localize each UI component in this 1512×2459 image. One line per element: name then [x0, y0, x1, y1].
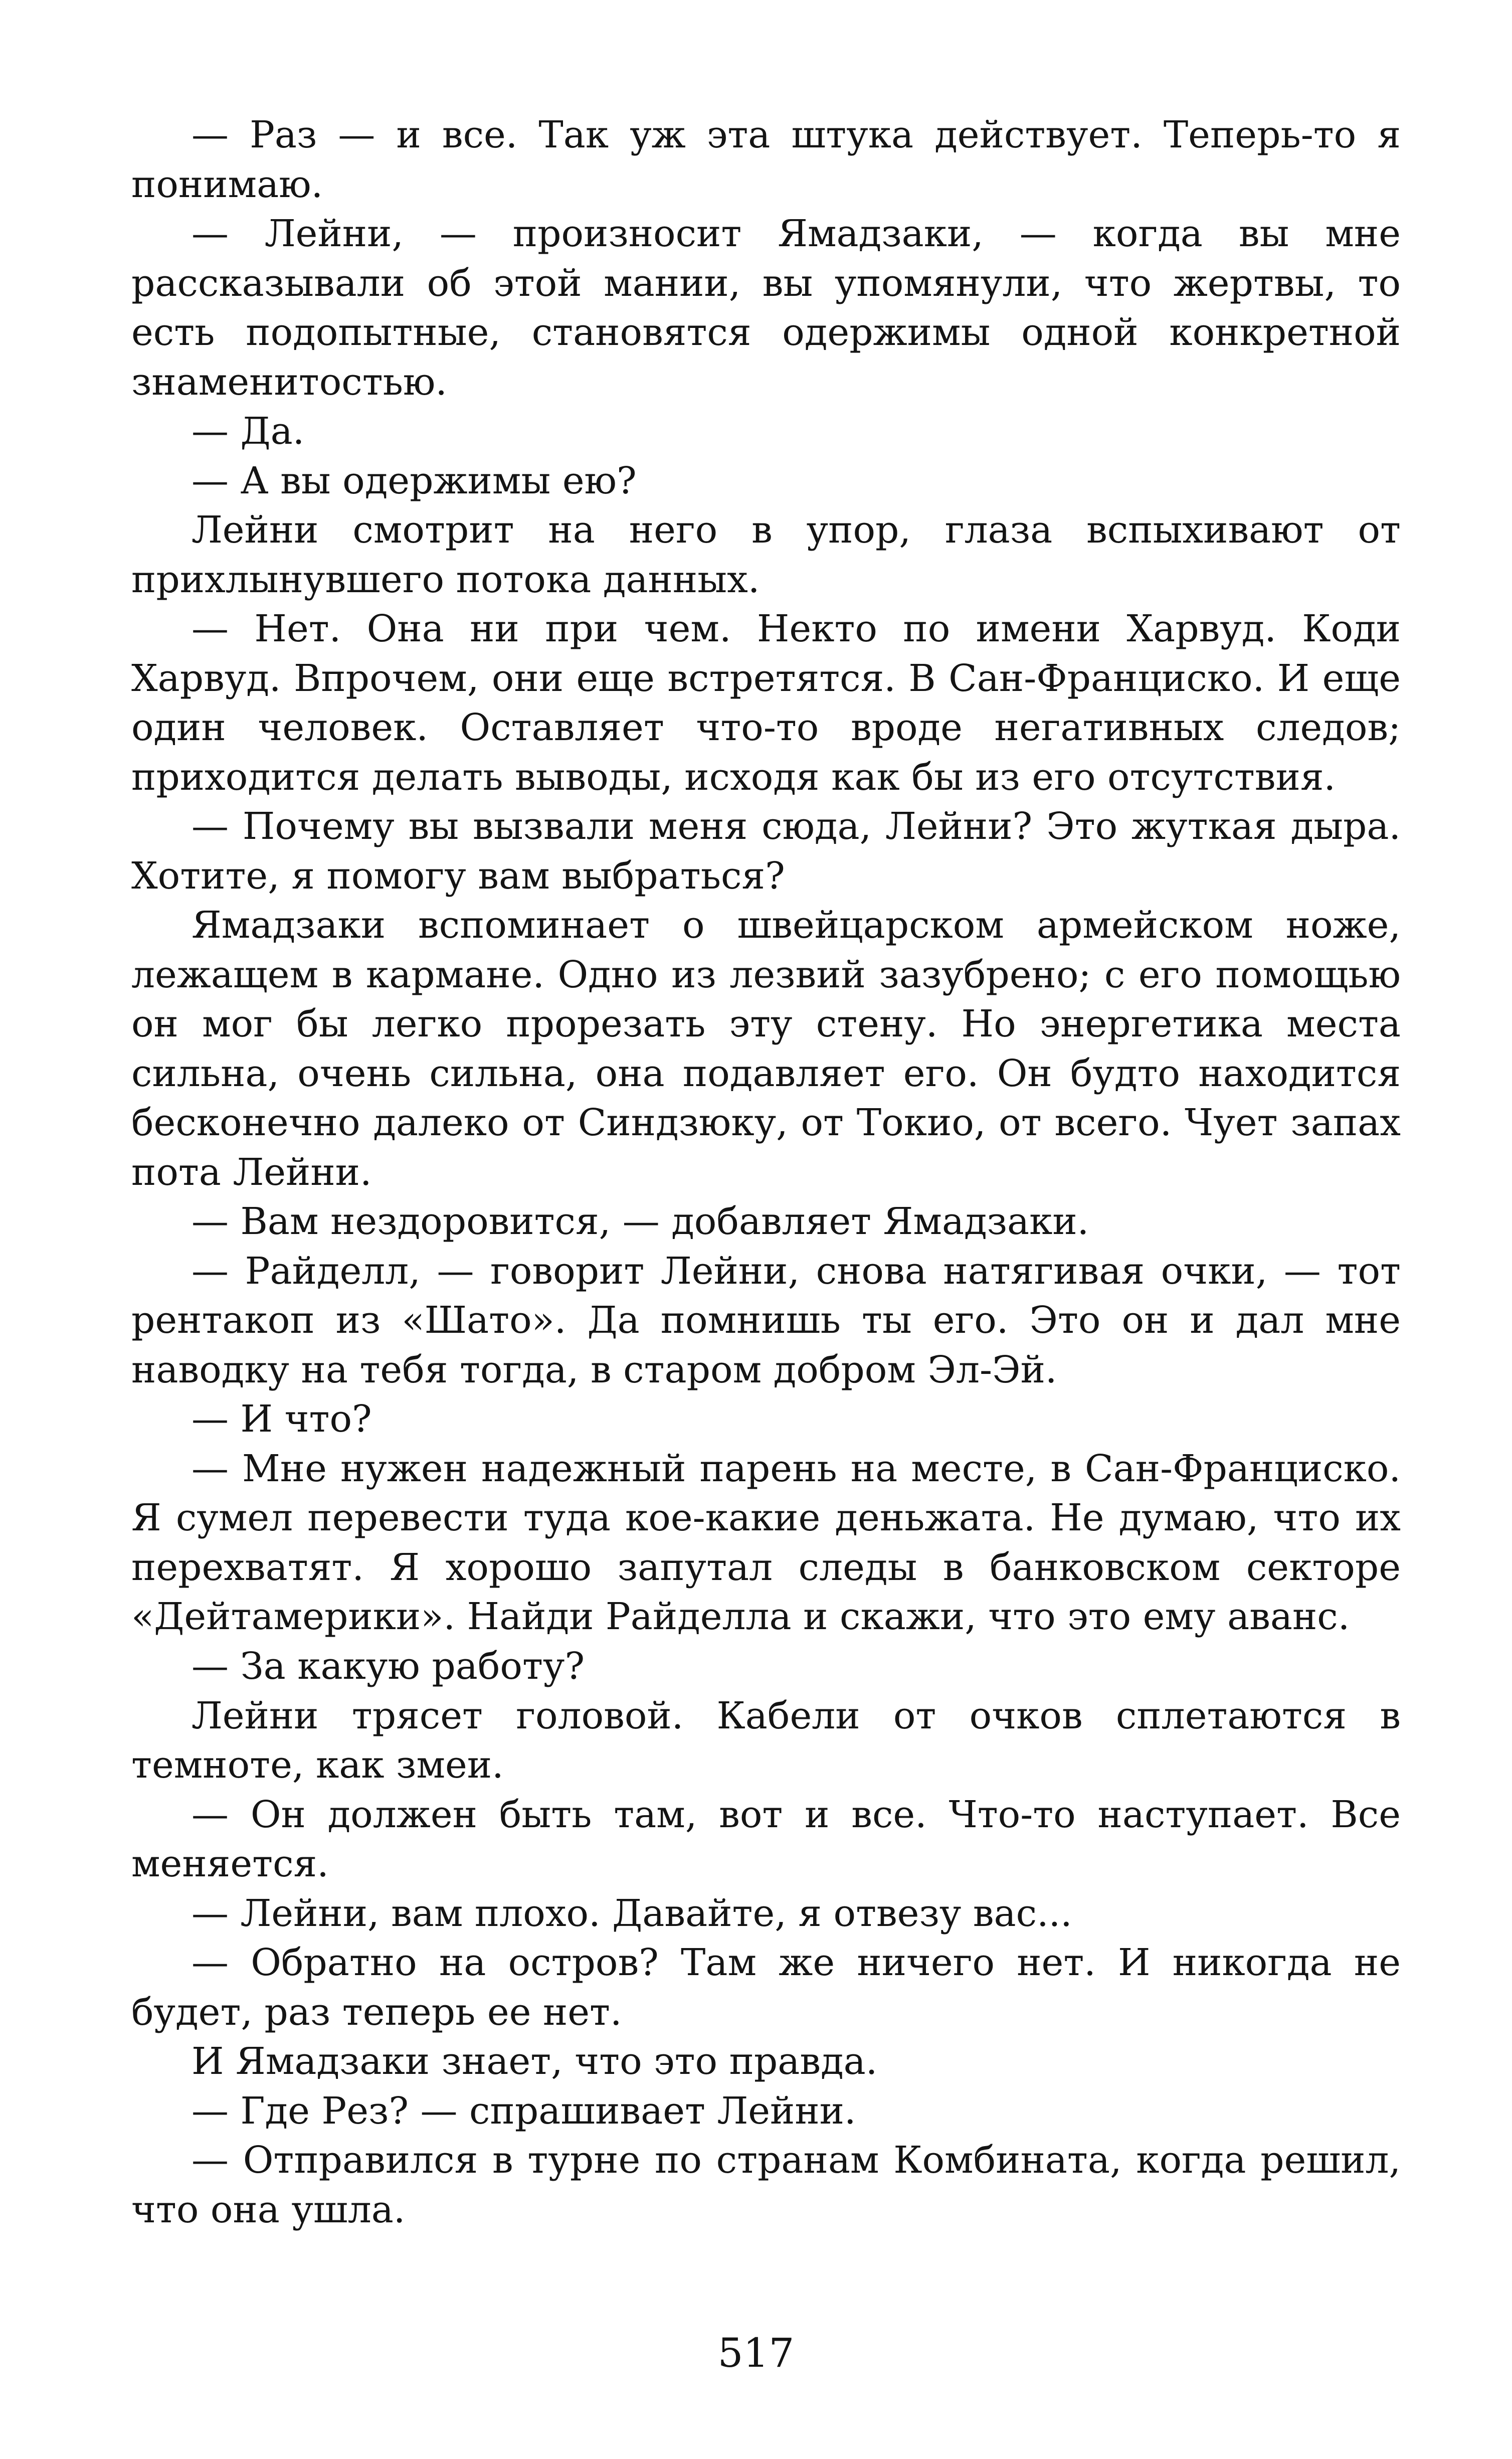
paragraph: — Райделл, — говорит Лейни, снова натягивая очки, — тот рентакоп из «Шато». Да помнишь ты его. Это он и дал мне наводку на тебя тогда, в старом добром Эл-Эй. [131, 1249, 1401, 1391]
paragraph: — Да. [192, 410, 305, 453]
paragraph: И Ямадзаки знает, что это правда. [192, 2040, 878, 2083]
paragraph: — А вы одержимы ею? [192, 459, 637, 502]
paragraph: Лейни смотрит на него в упор, глаза вспыхивают от прихлынувшего потока данных. [131, 508, 1401, 601]
paragraph: — Мне нужен надежный парень на месте, в Сан-Франциско. Я сумел перевести туда кое-какие деньжата. Не думаю, что их перехватят. Я хорошо запутал следы в банковском секторе «Дейтамерики». Найди Райделла и скажи, что это ему аванс. [131, 1447, 1401, 1639]
paragraph: — Лейни, — произносит Ямадзаки, — когда вы мне рассказывали об этой мании, вы упомянули, что жертвы, то есть подопытные, становятся одержимы одной конкретной знаменитостью. [131, 212, 1401, 404]
paragraph: — И что? [192, 1397, 372, 1441]
paragraph: — Вам нездоровится, — добавляет Ямадзаки. [192, 1200, 1089, 1244]
paragraph: — Раз — и все. Так уж эта штука действует. Теперь-то я понимаю. [131, 113, 1401, 206]
paragraph: — Обратно на остров? Там же ничего нет. И никогда не будет, раз теперь ее нет. [131, 1941, 1401, 2034]
paragraph: — Где Рез? — спрашивает Лейни. [192, 2089, 856, 2133]
paragraph: — Он должен быть там, вот и все. Что-то наступает. Все меняется. [131, 1793, 1401, 1886]
body-text [131, 110, 1401, 2234]
page-number: 517 [717, 2330, 795, 2376]
paragraph: — Лейни, вам плохо. Давайте, я отвезу вас... [192, 1891, 1072, 1935]
paragraph: — За какую работу? [192, 1644, 585, 1688]
paragraph: Лейни трясет головой. Кабели от очков сплетаются в темноте, как змеи. [131, 1694, 1401, 1787]
paragraph: — Отправился в турне по странам Комбината, когда решил, что она ушла. [131, 2139, 1401, 2231]
paragraph: — Почему вы вызвали меня сюда, Лейни? Это жуткая дыра. Хотите, я помогу вам выбраться? [131, 805, 1401, 898]
paragraph: Ямадзаки вспоминает о швейцарском армейском ноже, лежащем в кармане. Одно из лезвий зазубрено; с его помощью он мог бы легко прорезать эту стену. Но энергетика места сильна, очень сильна, она подавляет его. Он будто находится бесконечно далеко от Синдзюку, от Токио, от всего. Чует запах пота Лейни. [131, 904, 1401, 1194]
paragraph: — Нет. Она ни при чем. Некто по имени Харвуд. Коди Харвуд. Впрочем, они еще встретятся. В Сан-Франциско. И еще один человек. Оставляет что-то вроде негативных следов; приходится делать выводы, исходя как бы из его отсутствия. [131, 607, 1401, 799]
